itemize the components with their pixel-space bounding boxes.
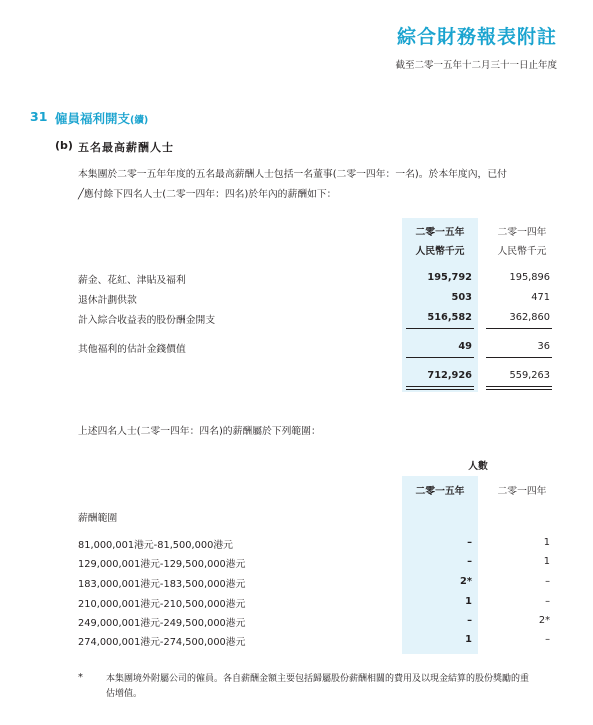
t2-row-2015: 1 — [465, 596, 472, 607]
t1-total-2015: 712,926 — [427, 370, 472, 381]
t2-row-label: 249,000,001港元-249,500,000港元 — [78, 618, 246, 629]
total-top-rule-2014 — [486, 357, 552, 358]
t2-col-2015: 二零一五年 — [415, 486, 465, 497]
t2-row-label: 81,000,001港元-81,500,000港元 — [78, 540, 233, 551]
t1-row-2014: 362,860 — [509, 312, 550, 323]
t1-col-2015-unit: 人民幣千元 — [415, 246, 465, 257]
t2-row-2014: – — [545, 596, 550, 607]
t2-row-label: 274,000,001港元-274,500,000港元 — [78, 637, 246, 648]
t1-row-2014: 195,896 — [509, 272, 550, 283]
t1-row-2015: 503 — [451, 292, 472, 303]
t1-row-2015: 516,582 — [427, 312, 472, 323]
t2-row-2014: 1 — [543, 556, 550, 567]
t2-row-2015: – — [467, 537, 472, 548]
total-double-rule-a-2014 — [486, 386, 552, 387]
t2-row-2015: 2* — [460, 576, 472, 587]
section-continued: (續) — [130, 115, 149, 126]
subsection-letter: (b) — [55, 139, 73, 152]
t1-row-2015: 195,792 — [427, 272, 472, 283]
page-header-subtitle: 截至二零一五年十二月三十一日止年度 — [395, 60, 557, 71]
intro-line-2: ╱應付餘下四名人士(二零一四年：四名)於年內的薪酬如下： — [78, 189, 337, 200]
t1-row-2015: 49 — [458, 341, 472, 352]
section-title — [55, 109, 148, 127]
t2-row-2014: – — [545, 576, 550, 587]
t2-row-2015: – — [467, 615, 472, 626]
t2-row-2014: 2* — [538, 615, 550, 626]
total-double-rule-b-2014 — [486, 389, 552, 390]
t2-row-label: 210,000,001港元-210,500,000港元 — [78, 599, 246, 610]
t1-row-2014: 471 — [531, 292, 550, 303]
t1-row-label: 計入綜合收益表的股份酬金開支 — [78, 315, 216, 326]
intro-line-1: 本集團於二零一五年年度的五名最高薪酬人士包括一名董事(二零一四年：一名)。於本年度內，已付 — [78, 169, 507, 180]
total-double-rule-a-2015 — [406, 386, 474, 387]
t1-row-label: 退休計劃供款 — [78, 295, 137, 306]
t1-total-2014: 559,263 — [509, 370, 550, 381]
t1-col-2014-unit: 人民幣千元 — [497, 246, 547, 257]
t1-col-2015-year: 二零一五年 — [415, 227, 465, 238]
t2-row-2014: – — [545, 634, 550, 645]
section-number: 31 — [30, 109, 48, 124]
range-intro: 上述四名人士(二零一四年：四名)的薪酬屬於下列範圍： — [78, 426, 321, 437]
t2-row-label: 129,000,001港元-129,500,000港元 — [78, 559, 246, 570]
total-double-rule-b-2015 — [406, 389, 474, 390]
t2-col-2014: 二零一四年 — [497, 486, 547, 497]
subtotal-rule-2014 — [486, 328, 552, 329]
subtotal-rule-2015 — [406, 328, 474, 329]
t2-row-2015: 1 — [465, 634, 472, 645]
t2-row-2015: – — [467, 556, 472, 567]
t2-group-header: 人數 — [468, 461, 488, 472]
footnote-mark: * — [78, 672, 83, 683]
t1-row-label: 其他福利的估計金錢價值 — [78, 344, 186, 355]
t1-row-2014: 36 — [537, 341, 550, 352]
t2-row-label: 183,000,001港元-183,500,000港元 — [78, 579, 246, 590]
footnote-line-2: 估增值。 — [106, 689, 143, 699]
page-header-title: 綜合財務報表附註 — [396, 26, 557, 48]
t1-col-2014-year: 二零一四年 — [497, 227, 547, 238]
footnote-line-1: 本集團境外附屬公司的僱員。各自薪酬金額主要包括歸屬股份薪酬相關的費用及以現金結算的股份獎勵的重 — [106, 674, 530, 684]
section-title-text: 僱員福利開支 — [55, 111, 131, 126]
subsection-title: 五名最高薪酬人士 — [78, 141, 174, 154]
t1-row-label: 薪金、花紅、津貼及福利 — [78, 275, 186, 286]
t2-range-label: 薪酬範圍 — [78, 513, 118, 524]
total-top-rule-2015 — [406, 357, 474, 358]
t2-row-2014: 1 — [543, 537, 550, 548]
